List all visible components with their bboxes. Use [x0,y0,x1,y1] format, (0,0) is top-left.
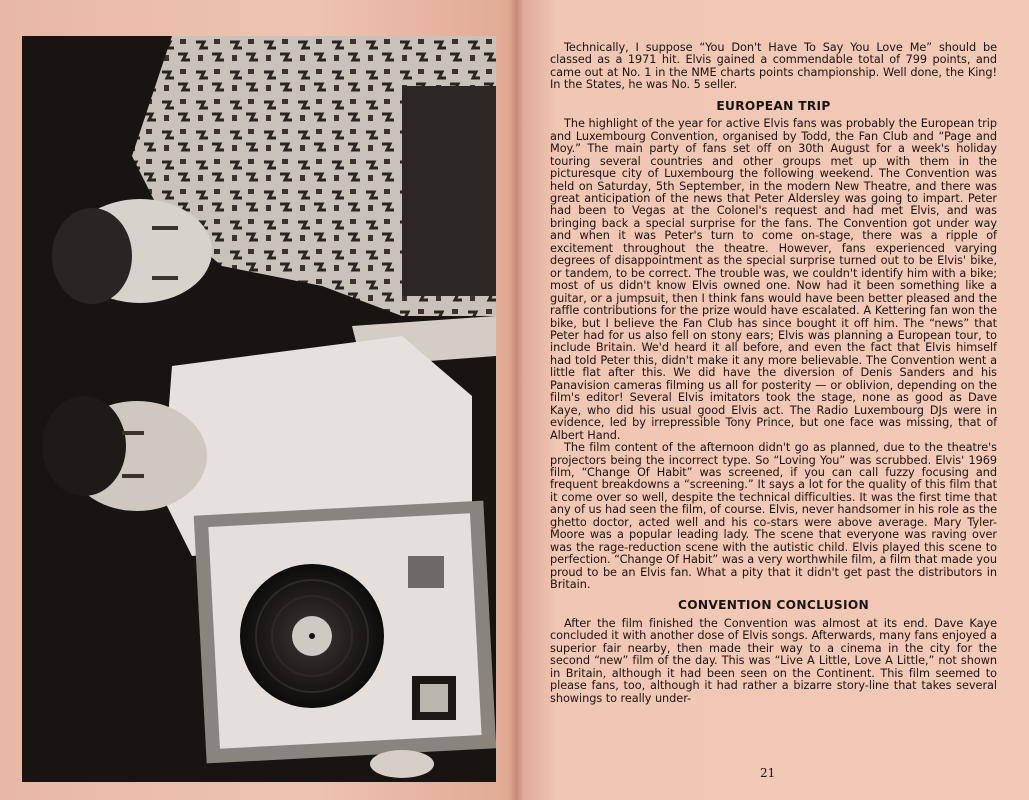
convention-conclusion-paragraph: After the film finished the Convention was almost at its end. Dave Kaye concluded it with another dose of Elvis songs. Afterwards, many fans enjoyed a superior fair nearby, then made their way to a cinema in the city for the second “new” film of the day. This was “Live A Little, Love A Little,” not shown in Britain, although it had been seen on the Continent. This film seemed to please fans, too, although it had rather a bizarre story-line that takes several showings to really under- [550,616,997,705]
page-number: 21 [760,766,776,780]
section-heading-european-trip: EUROPEAN TRIP [716,98,831,113]
european-trip-paragraph-1: The highlight of the year for active Elvis fans was probably the European trip and Luxembourg Convention, organised by Todd, the Fan Club and “Page and Moy.” The main party of fans set off on 30th August for a week's holiday touring several countries and other groups met up with them in the picturesque city of Luxembourg the following weekend. The Convention was held on Saturday, 5th September, in the modern New Theatre, and there was great anticipation of the news that Peter Aldersley was going to impart. Peter had been to Vegas at the Colonel's request and had met Elvis, and was bringing back a special surprise for the fans. The Convention got under way and when it was Peter's turn to come on-stage, there was a ripple of excitement throughout the theatre. However, fans experienced varying degrees of disappointment as the special surprise turned out to be Elvis' bike, or tandem, to be correct. The trouble was, we couldn't identify him with a bike; most of us didn't know Elvis owned one. Now had it been something like a guitar, or a jumpsuit, then I think fans would have been better pleased and the raffle contributions for the prize would have escalated. A Kettering fan won the bike, but I believe the Fan Club has since bought it off him. The “news” that Peter had for us also fell on stony ears; Elvis was planning a European tour, to include Britain. We'd heard it all before, and even the fact that Elvis himself had told Peter this, didn't make it any more believable. The Convention went a little flat after this. We did have the diversion of Denis Sanders and his Panavision cameras filming us all for posterity — or oblivion, depending on the film's editor! Several Elvis imitators took the stage, none as good as Dave Kaye, who did his usual good Elvis act. The Radio Luxembourg DJs were in evidence, led by irrepressible Tony Prince, but one face was missing, that of Albert Hand. [550,117,997,442]
article-text [550,42,997,705]
european-trip-paragraph-2: The film content of the afternoon didn't go as planned, due to the theatre's projectors being the incorrect type. So “Loving You” was scrubbed. Elvis' 1969 film, “Change Of Habit” was screened, if you can call fuzzy focusing and frequent breakdowns a “screening.” It says a lot for the quality of this film that it come over so well, despite the technical difficulties. It was the first time that any of us had seen the film, of course. Elvis, never handsomer in his role as the ghetto doctor, acted well and his co-stars were above average. Mary Tyler-Moore was a popular leading lady. The scene that everyone was raving over was the rage-reduction scene with the autistic child. Elvis played this scene to perfection. “Change Of Habit” was a very worthwhile film, a film that made you proud to be an Elvis fan. What a pity that it didn't get past the distributors in Britain. [550,441,997,592]
book-gutter [508,0,524,800]
intro-paragraph: Technically, I suppose “You Don't Have To Say You Love Me” should be classed as a 1971 hit. Elvis gained a commendable total of 799 points, and came out at No. 1 in the NME charts points championship. Well done, the King! In the States, he was No. 5 seller. [550,41,997,92]
section-heading-convention-conclusion: CONVENTION CONCLUSION [678,598,869,613]
photo-gold-disc-presentation [22,36,496,782]
